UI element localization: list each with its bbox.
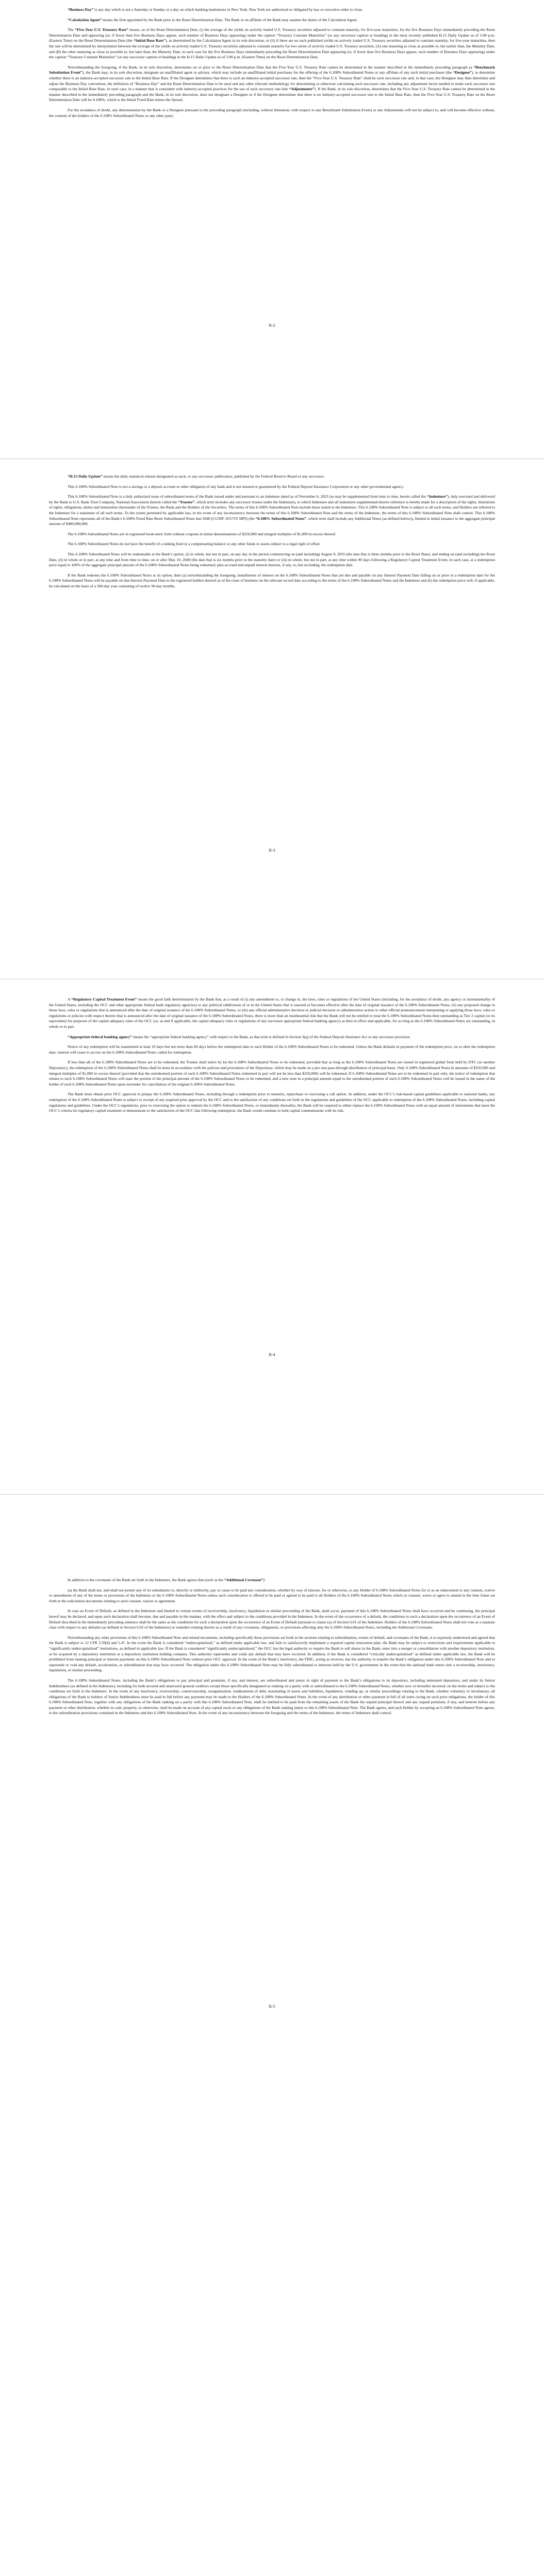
paragraph [49, 27, 495, 60]
paragraph-text: The Bank must obtain prior OCC approval to prepay the 6.108% Subordinated Notes, including through a redemption prior to maturity, repurchase or exercising a call option. In addition, under the OCC’s risk-based capital guidelines applicable to national banks, any redemption of the 6.108% Subordinated Notes is subject to receipt of any required prior approval by the OCC and to the satisfaction of any conditions set forth in the regulations and guidelines of the OCC applicable to redemption of the 6.108% Subordinated Notes, including capital regulations and guidelines. Under the OCC’s regulations, prior to exercising the option to redeem the 6.108% Subordinated Notes, or immediately thereafter, the Bank will be required to either replace the 6.108% Subordinated Notes with an equal amount of instruments that meet the OCC’s criteria for regulatory capital treatment or demonstrate to the satisfaction of the OCC that following redemption, the Bank would continue to hold capital commensurate with its risk. [49, 1092, 495, 1113]
paragraph-text: If less than all of the 6.108% Subordinated Notes are to be redeemed, the Trustee shall select by lot the 6.108% Subordinated Notes to be redeemed, provided that as long as the 6.108% Subordinated Notes are issued in registered global form held by DTC (or another Depositary), the redemption of the 6.108% Subordinated Notes shall be done in accordance with the policies and procedures of the Depositary, which may be made on a pro rata pass-through distribution of principal basis. Only 6.108% Subordinated Notes in amounts of $250,000 and integral multiples of $1,000 in excess thereof (provided that the unredeemed portion of such 6.108% Subordinated Notes redeemed in part will not be less than $250,000) will be redeemed. If 6.108% Subordinated Notes are to be redeemed in part only, the notice of redemption that relates to such 6.108% Subordinated Notes will state the portion of the principal amount of the 6.108% Subordinated Notes to be redeemed, and a new note in a principal amount equal to the unredeemed portion of such 6.108% Subordinated Notes will be issued in the name of the holder of such 6.108% Subordinated Notes upon surrender for cancellation of the original 6.108% Subordinated Notes. [49, 1060, 495, 1087]
paragraph-text: is any day which is not a Saturday or Sunday or a day on which banking institutions in New York, New York are authorized or obligated by law or executive order to close. [93, 7, 363, 12]
paragraph [49, 997, 495, 1030]
page-body [49, 997, 495, 1114]
defined-term: “Adjustments” [289, 87, 315, 92]
paragraph-text: This 6.108% Subordinated Note is not a savings or a deposit account or other obligation of any bank and is not insured or guaranteed by the Federal Deposit Insurance Corporation or any other governmental agency. [68, 484, 404, 489]
page-number: R-3 [269, 848, 275, 853]
paragraph-text: , which term shall include any Additional Notes (as defined below)), limited in initial issuance to the aggregate principal amount of $400,000,000. [49, 516, 495, 527]
paragraph [49, 108, 495, 118]
page-number: R-5 [269, 2004, 275, 2009]
defined-term: “Trustee” [178, 499, 195, 504]
paragraph-text: Notwithstanding the foregoing, if the Bank, in its sole discretion, determines on or prior to the Reset Determination Date that the Five-Year U.S. Treasury Rate cannot be determined in the manner described in the immediately preceding paragraph (a [68, 64, 474, 70]
paragraph-text: In case an Event of Default, as defined in the Indenture and limited to certain events of receivership, insolvency, liquidation or similar proceeding of the Bank, shall occur, payment of this 6.108% Subordinated Notes shall have occurred and be continuing, the principal hereof may be declared, and upon such declaration shall become, due and payable in the manner, with the effect and subject to the conditions provided in the Indenture. In the event of the occurrence of a default, the conditions to such a declaration upon the occurrence of an Event of Default described in the immediately preceding sentence shall be the same as the conditions for such a declaration upon the occurrence of an Event of Default pursuant to clause (a) of Section 6.01 of the Indenture. Holders of the 6.108% Subordinated Notes shall not vote as a separate class with respect to any defaults (as defined in Section 6.02 of the Indenture) or remedies relating thereto as a result of any covenants, obligations, or provisions affecting only the 6.108% Subordinated Notes, including the Additional Covenants. [49, 1608, 495, 1630]
defined-term: “Calculation Agent” [68, 17, 102, 22]
paragraph-text: The 6.108% Subordinated Notes are in registered book-entry form without coupons in initial denominations of $250,000 and integral multiples of $1,000 in excess thereof. [68, 531, 336, 536]
page-separator [0, 1494, 544, 1495]
defined-term: “Benchmark Substitution Event” [49, 64, 495, 75]
paragraph [49, 1044, 495, 1055]
paragraph [49, 1060, 495, 1087]
defined-term: “Regulatory Capital Treatment Event” [71, 997, 137, 1002]
paragraph [49, 1608, 495, 1630]
paragraph [49, 573, 495, 589]
page-body [49, 0, 495, 118]
paragraph-text: ), the Bank may, in its sole discretion, designate an unaffiliated agent or advisor, which may include an unaffiliated initial purchaser for the offering of the 6.108% Subordinated Notes or any affiliate of any such initial purchaser (the [82, 70, 453, 75]
paragraph-text: ), to determine whether there is an industry-accepted successor rate to the Initial Base Rate. If the Designee determines that there is such an industry-accepted successor rate, then the “Five-Year U.S. Treasury Rate” shall be such successor rate and, in that case, the Designee may then determine and adjust the Business Day convention, the definition of “Business Day” and the Reset Determination Date to be used and any other relevant methodology for determining or otherwise calculating such successor rate, including any adjustment factor needed to make such successor rate comparable to the Initial Base Rate, in each case, in a manner that is consistent with industry-accepted practices for the use of such successor rate (the [49, 70, 495, 92]
page-body [49, 1578, 495, 1716]
defined-term: “6.108% Subordinated Notes” [255, 516, 307, 521]
defined-term: “Designee” [453, 70, 472, 75]
defined-term: “Additional Covenant” [224, 1578, 263, 1582]
paragraph-text: The [68, 27, 75, 32]
paragraph [49, 1092, 495, 1113]
page-r3 [0, 474, 544, 594]
paragraph-text: ). If the Bank, in its sole discretion, determines that the Five-Year U.S. Treasury Rate cannot be determined in the manner described in the immediately preceding paragraph and the Bank, in its sole discretion, does not designate a Designee or if the Designee determines that there is no industry-accepted successor rate to the Initial Base Rate, then the Five-Year U.S. Treasury Rate on the Reset Determination Date will be 4.108%, which is the Initial Fixed Rate minus the Spread. [49, 87, 495, 103]
paragraph-text: ), as determined by the Calculation Agent in its sole discretion, or (ii) if there are no such published yields on actively traded U.S. Treasury securities adjusted to constant maturity, for five-year maturities, then the rate will be determined by interpolation between the average of the yields on actively traded U.S. Treasury securities adjusted to constant maturity for two series of actively traded U.S. Treasury securities, (A) one maturing as close as possible to, but earlier than, the Maturity Date, and (B) the other maturing as close as possible to, but later than, the Maturity Date, in each case for the five Business Days immediately preceding the Reset Determination Date appearing (or, if fewer than five Business Days appear, such number of Business Days appearing) under the caption “Treasury Constant Maturities” (or any successor caption or heading) in the H.15 Daily Update as of 5:00 p.m. (Eastern Time) on the Reset Determination Date. [49, 38, 496, 60]
paragraph-text: (a) the Bank shall not, and shall not permit any of its subsidiaries to, directly or indirectly, pay or cause to be paid any consideration, whether by way of interest, fee or otherwise, to any Holder of 6.108% Subordinated Notes for or as an inducement to any consent, waiver or amendment of any of the terms or provisions of the Indenture or the 6.108% Subordinated Notes unless such consideration is offered to be paid or agreed to be paid to all Holders of the 6.108% Subordinated Notes which so consent, waive or agree to amend in the time frame set forth in the solicitation documents relating to such consent, waiver or agreement. [49, 1587, 495, 1603]
page-number: R-4 [269, 1352, 275, 1357]
defined-term: “H.15 Daily Update” [68, 474, 103, 479]
paragraph-text: means the firm appointed by the Bank prior to the Reset Determination Date. The Bank or an affiliate of the Bank may assume the duties of the Calculation Agent. [102, 17, 358, 22]
page-r4 [0, 997, 544, 1118]
paragraph-text: For the avoidance of doubt, any determination by the Bank or a Designee pursuant to the preceding paragraph (including, without limitation, with respect to any Benchmark Substitution Event) or any Adjustments will not be subject to, and will become effective without, the consent of the holders of the 6.108% Subordinated Notes or any other party. [49, 107, 495, 118]
defined-term: “Business Day” [68, 7, 94, 12]
paragraph-text: In addition to the covenants of the Bank set forth in the Indenture, the Bank agrees that (such as the [68, 1578, 224, 1582]
paragraph-text: means, as of the Reset Determination Date, (i) the average of the yields on actively traded U.S. Treasury securities adjusted to constant maturity, for five-year maturities, for the five Business Days immediately preceding the Reset Determination Date and appearing (or, if fewer than five Business Days appear, such number of Business Days appearing) under the caption “Treasury Constant Maturities” (or any successor caption or heading) in the most recently published H.15 Daily Update as of 5:00 p.m. (Eastern Time) on the Reset Determination Date (the [49, 27, 495, 43]
paragraph [49, 552, 495, 568]
paragraph-text: This 6.108% Subordinated Notes will be redeemable at the Bank’s option, (i) in whole, but not in part, on any day in the period commencing on (and including) August 9, 2035 (the date that is three months prior to the Reset Date), and ending on (and including) the Reset Date, (ii) in whole or in part, at any time and from time to time, on or after May 10, 2040 (the date that is six months prior to the maturity date) or (iii) in whole, but not in part, at any time within 90 days following a Regulatory Capital Treatment Event, in each case, at a redemption price equal to 100% of the aggregate principal amount of the 6.108% Subordinated Notes being redeemed, plus accrued and unpaid interest thereon, if any, to, but excluding, the redemption date. [49, 551, 495, 568]
defined-term: “Indenture” [426, 494, 448, 499]
paragraph [49, 1678, 495, 1716]
paragraph [49, 494, 495, 527]
paragraph [49, 1635, 495, 1673]
page-body [49, 474, 495, 589]
defined-term: “Initial Base Rate” [133, 38, 166, 43]
paragraph [49, 474, 495, 480]
paragraph-text: Notice of any redemption will be transmitted at least 10 days but not more than 60 days before the redemption date to each Holder of the 6.108% Subordinated Notes to be redeemed. Unless the Bank defaults in payment of the redemption price, on or after the redemption date, interest will cease to accrue on the 6.108% Subordinated Notes called for redemption. [49, 1044, 495, 1055]
defined-term: “Five-Year U.S. Treasury Rate” [75, 27, 128, 32]
paragraph-text: Notwithstanding any other provisions of this 6.108% Subordinated Note and related documents, including specifically those provisions set forth in the sections relating to subordination, events of default, and covenants of the Bank, it is expressly understood and agreed that the Bank is subject to 12 CFR 3.20(d) and 5.47. In the event the Bank is considered “undercapitalized,” as defined under applicable law, and fails to satisfactorily implement a required capital restoration plan, the Bank may be subject to restrictions and requirements applicable to “significantly undercapitalized” institutions, as defined in applicable law. If the Bank is considered “significantly undercapitalized,” the OCC has the legal authority to require the Bank to sell shares in the Bank, enter into a merger or consolidation with another depository institution, or be acquired by a depository institution or a depository institution holding company. This authority supersedes and voids any default that may have occurred. In addition, if the Bank is considered “critically undercapitalized” as defined under applicable law, the Bank will be prohibited from making principal or interest payments on this 6.108% Subordinated Note without prior OCC approval. In the event of the Bank’s insolvency, the FDIC, acting as receiver, has the authority to transfer the Bank’s obligation under this 6.108% Subordinated Note and to supersede or void any default, acceleration, or subordination that may have occurred. The obligation under this 6.108% Subordinated Note may be fully subordinated to interests held by the U.S. government in the event that the national bank enters into a receivership, insolvency, liquidation, or similar proceeding. [49, 1635, 495, 1673]
paragraph-text: ): [263, 1578, 266, 1582]
paragraph [49, 1588, 495, 1604]
paragraph [49, 65, 495, 103]
paragraph [49, 1035, 495, 1040]
paragraph-text: means the “appropriate federal banking agency” with respect to the Bank, as that term is defined in Section 3(q) of the Federal Deposit Insurance Act or any successor provision. [132, 1034, 411, 1039]
paragraph [49, 7, 495, 13]
paragraph-text: The 6.108% Subordinated Notes, including the Bank’s obligations to pay principal and premium, if any, and interest, are subordinated and junior in right of payment to the Bank’s obligations to its depositors, including uninsured depositors, and under its Senior Indebtedness (as defined in the Indenture), including for both secured and unsecured general creditors except those specifically designated as ranking on a parity with or subordinated to the 6.108% Subordinated Notes, whether now or hereafter incurred, on the terms and subject to the conditions set forth in the Indenture. In the event of any insolvency, receivership, conservatorship, reorganization, readjustment of debt, marshaling of assets and liabilities, liquidation, winding up, or similar proceedings relating to the Bank, whether voluntary or involuntary, all obligations of the Bank to holders of Senior Indebtedness must be paid in full before any payment may be made to the Holders of the 6.108% Subordinated Notes. In the event of any distribution or other payment in full of all sums owing on such prior obligations, the holder of this 6.108% Subordinated Note, together with any obligations of the Bank ranking on a parity with this 6.108% Subordinated Note, shall be entitled to be paid from the remaining assets of the Bank the unpaid principal thereof and any unpaid premium, if any, and interest before any payment or other distribution, whether in cash, property, or otherwise, shall be made on account of any capital stock or any obligations of the Bank ranking junior to this 6.108% Subordinated Note. The Bank agrees, and each Holder by accepting an 6.108% Subordinated Note agrees, to the subordination provisions contained in the Indenture and this 6.108% Subordinated Note. In the event of any inconsistency between the foregoing and the terms of the Indenture, the terms of Indenture shall control. [49, 1677, 495, 1716]
paragraph-text: A [68, 997, 72, 1002]
defined-term: “Appropriate federal banking agency” [68, 1034, 133, 1039]
paragraph [49, 532, 495, 537]
paragraph-text: This 6.108% Subordinated Note is a duly authorized issue of subordinated notes of the Bank issued under and pursuant to an indenture dated as of November 6, 2023 (as may be supplemented from time to time, herein called the [68, 494, 427, 499]
paragraph [49, 541, 495, 547]
paragraph-text: , which term includes any successor trustee under the Indenture), to which Indenture and all indentures supplemental thereto reference is hereby made for a description of the rights, limitations of rights, obligations, duties and immunities thereunder of the Trustee, the Bank and the Holders of the Securities. The terms of this 6.108% Subordinated Note include those stated in the Indenture. This 6.108% Subordinated Note is subject to all such terms, and Holders are referred to the Indenture for a statement of all such terms. To the extent permitted by applicable law, in the event of any inconsistency between the terms of this 6.108% Subordinated Note and the terms of the Indenture, the terms of this 6.108% Subordinated Note shall control. This 6.108% Subordinated Note represents all of the Bank’s 6.108% Fixed Rate Reset Subordinated Notes due 2040 (CUSIP: 05572V HP0) (the [49, 499, 496, 521]
paragraph-text: If the Bank redeems the 6.108% Subordinated Notes at its option, then (a) notwithstanding the foregoing, installments of interest on the 6.108% Subordinated Notes that are due and payable on any Interest Payment Date falling on or prior to a redemption date for the 6.108% Subordinated Notes will be payable on that Interest Payment Date to the registered holders thereof as of the close of business on the relevant record date according to the terms of the 6.108% Subordinated Notes and the Indenture and (b) the redemption price will, if applicable, be calculated on the basis of a 360-day year consisting of twelve 30-day months. [49, 572, 495, 588]
paragraph [49, 18, 495, 23]
page-number: R-2 [269, 323, 275, 328]
page-r2 [0, 0, 544, 123]
paragraph-text: The 6.108% Subordinated Notes do not have the benefit of a sinking fund or a compensating balance or any other funds or assets subject to a legal right of offset. [68, 541, 321, 547]
paragraph-text: ), duly executed and delivered by the Bank to U.S. Bank Trust Company, National Association (herein called the [49, 494, 495, 504]
paragraph-text: means the good faith determination by the Bank that, as a result of (i) any amendment to, or change in, the laws, rules or regulations of the United States (including, for the avoidance of doubt, any agency or instrumentality of the United States, including the OCC and other appropriate federal bank regulatory agencies) or any political subdivision of or in the United States that is enacted or becomes effective after the date of original issuance of the 6.108% Subordinated Notes, (ii) any proposed change in those laws, rules or regulations that is announced after the date of original issuance of the 6.108% Subordinated Notes, or (iii) any official administrative decision or judicial decision or administrative action or other official pronouncement interpreting or applying those laws, rules or regulations or policies with respect thereto that is announced after the date of original issuance of the 6.108% Subordinated Notes, there is more than an insubstantial risk that the Bank will not be entitled to treat the 6.108% Subordinated Notes then outstanding as Tier 2 capital (or its equivalent) for purposes of the capital adequacy rules of the OCC (or, as and if applicable, the capital adequacy rules or regulations of any successor appropriate federal banking agency) as then in effect and applicable, for so long as the 6.108% Subordinated Notes are outstanding, in whole or in part. [49, 997, 496, 1029]
paragraph-text: means the daily statistical release designated as such, or any successor publication, published by the Federal Reserve Board or any successor. [102, 474, 325, 479]
paragraph [49, 484, 495, 490]
page-r5 [0, 1578, 544, 1721]
paragraph [49, 1578, 495, 1583]
